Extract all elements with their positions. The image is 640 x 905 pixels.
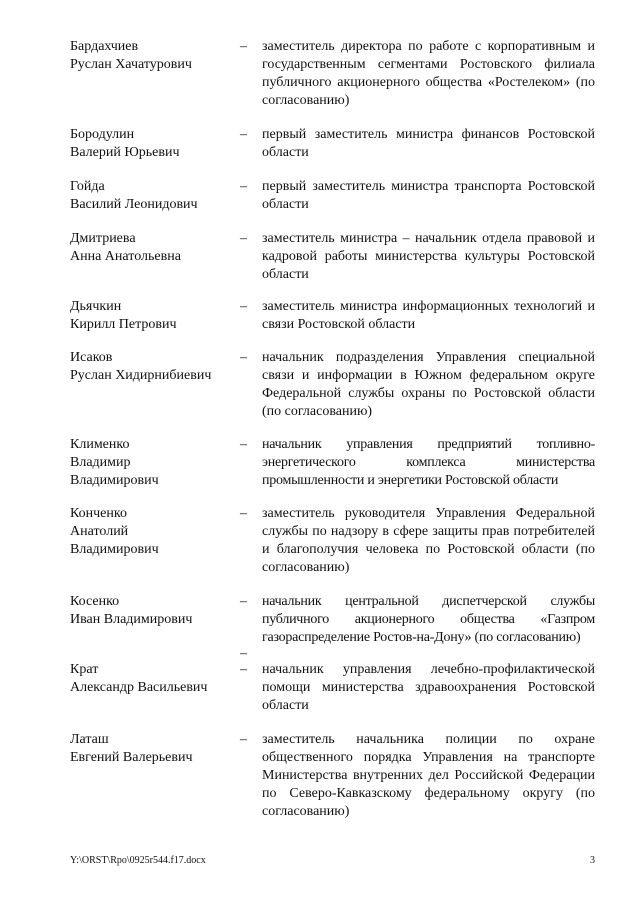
member-given-names: Евгений Валерьевич (70, 750, 193, 765)
entry-dash: – (240, 350, 247, 365)
member-given-names: Кирилл Петрович (70, 317, 177, 332)
member-position: начальник центральной диспетчерской службы публичного акционерного общества «Газпром газораспределение Ростов-на-Дону» (по согласованию) (262, 594, 595, 645)
member-name (70, 230, 235, 266)
member-name (70, 661, 235, 697)
member-name (70, 178, 235, 214)
member-name (70, 436, 235, 490)
member-name (70, 298, 235, 334)
member-name (70, 731, 235, 767)
entry-dash: – (240, 732, 247, 747)
entry-dash: – (240, 506, 247, 521)
member-surname: Косенко (70, 594, 120, 609)
member-surname: Дмитриева (70, 231, 136, 246)
member-given-names: Руслан Хачатурович (70, 57, 192, 72)
member-given-names: Руслан Хидирнибиевич (70, 368, 212, 383)
entry-dash: – (240, 39, 247, 54)
member-name (70, 349, 235, 385)
member-position: заместитель руководителя Управления Федеральной службы по надзору в сфере защиты прав потребителей и благополучия человека по Ростовской области (по согласованию) (262, 506, 595, 575)
member-patronymic: Владимирович (70, 542, 159, 557)
member-surname: Крат (70, 662, 99, 677)
member-name (70, 126, 235, 162)
entry-dash: – (240, 231, 247, 246)
member-position: начальник управления лечебно-профилактической помощи министерства здравоохранения Ростовской области (262, 662, 595, 713)
file-path: Y:\ORST\Rpo\0925r544.f17.docx (70, 855, 206, 866)
member-patronymic: Владимирович (70, 473, 159, 488)
entry-dash: – (240, 299, 247, 314)
member-surname: Латаш (70, 732, 109, 747)
member-position: заместитель начальника полиции по охране общественного порядка Управления на транспорте Министерства внутренних дел Российской Федерации по Северо-Кавказскому федеральному округу (по согласованию) (262, 732, 595, 819)
member-given-names: Александр Васильевич (70, 680, 208, 695)
member-position: заместитель министра – начальник отдела правовой и кадровой работы министерства культуры Ростовской области (262, 231, 595, 282)
member-surname: Дьячкин (70, 299, 122, 314)
member-given-names: Анна Анатольевна (70, 249, 181, 264)
member-given-names: Василий Леонидович (70, 197, 198, 212)
member-position: заместитель директора по работе с корпоративным и государственным сегментами Ростовского филиала публичного акционерного общества «Ростелеком» (по согласованию) (262, 39, 595, 108)
member-name (70, 38, 235, 74)
member-position: первый заместитель министра транспорта Ростовской области (262, 179, 595, 212)
member-surname: Бородулин (70, 127, 135, 142)
member-position: первый заместитель министра финансов Ростовской области (262, 127, 595, 160)
member-given-names: Анатолий (70, 524, 129, 539)
member-surname: Конченко (70, 506, 127, 521)
entry-dash: – (240, 437, 247, 452)
member-surname: Гойда (70, 179, 105, 194)
member-given-names: Владимир (70, 455, 131, 470)
page-number: 3 (590, 855, 595, 866)
member-name (70, 505, 235, 559)
member-position: заместитель министра информационных технологий и связи Ростовской области (262, 299, 595, 332)
entry-dash: – (240, 127, 247, 142)
member-position: начальник управления предприятий топливно-энергетического комплекса министерства промышленности и энергетики Ростовской области (262, 437, 595, 488)
member-surname: Клименко (70, 437, 130, 452)
entry-dash: – (240, 179, 247, 194)
member-name (70, 593, 235, 629)
entry-dash: – (240, 594, 247, 609)
member-given-names: Валерий Юрьевич (70, 145, 180, 160)
member-surname: Бардахчиев (70, 39, 139, 54)
entry-dash: – (240, 662, 247, 677)
stray-dash: – (240, 646, 247, 661)
member-surname: Исаков (70, 350, 113, 365)
member-given-names: Иван Владимирович (70, 612, 193, 627)
member-position: начальник подразделения Управления специальной связи и информации в Южном федеральном округе Федеральной службы охраны по Ростовской области (по согласованию) (262, 350, 595, 419)
